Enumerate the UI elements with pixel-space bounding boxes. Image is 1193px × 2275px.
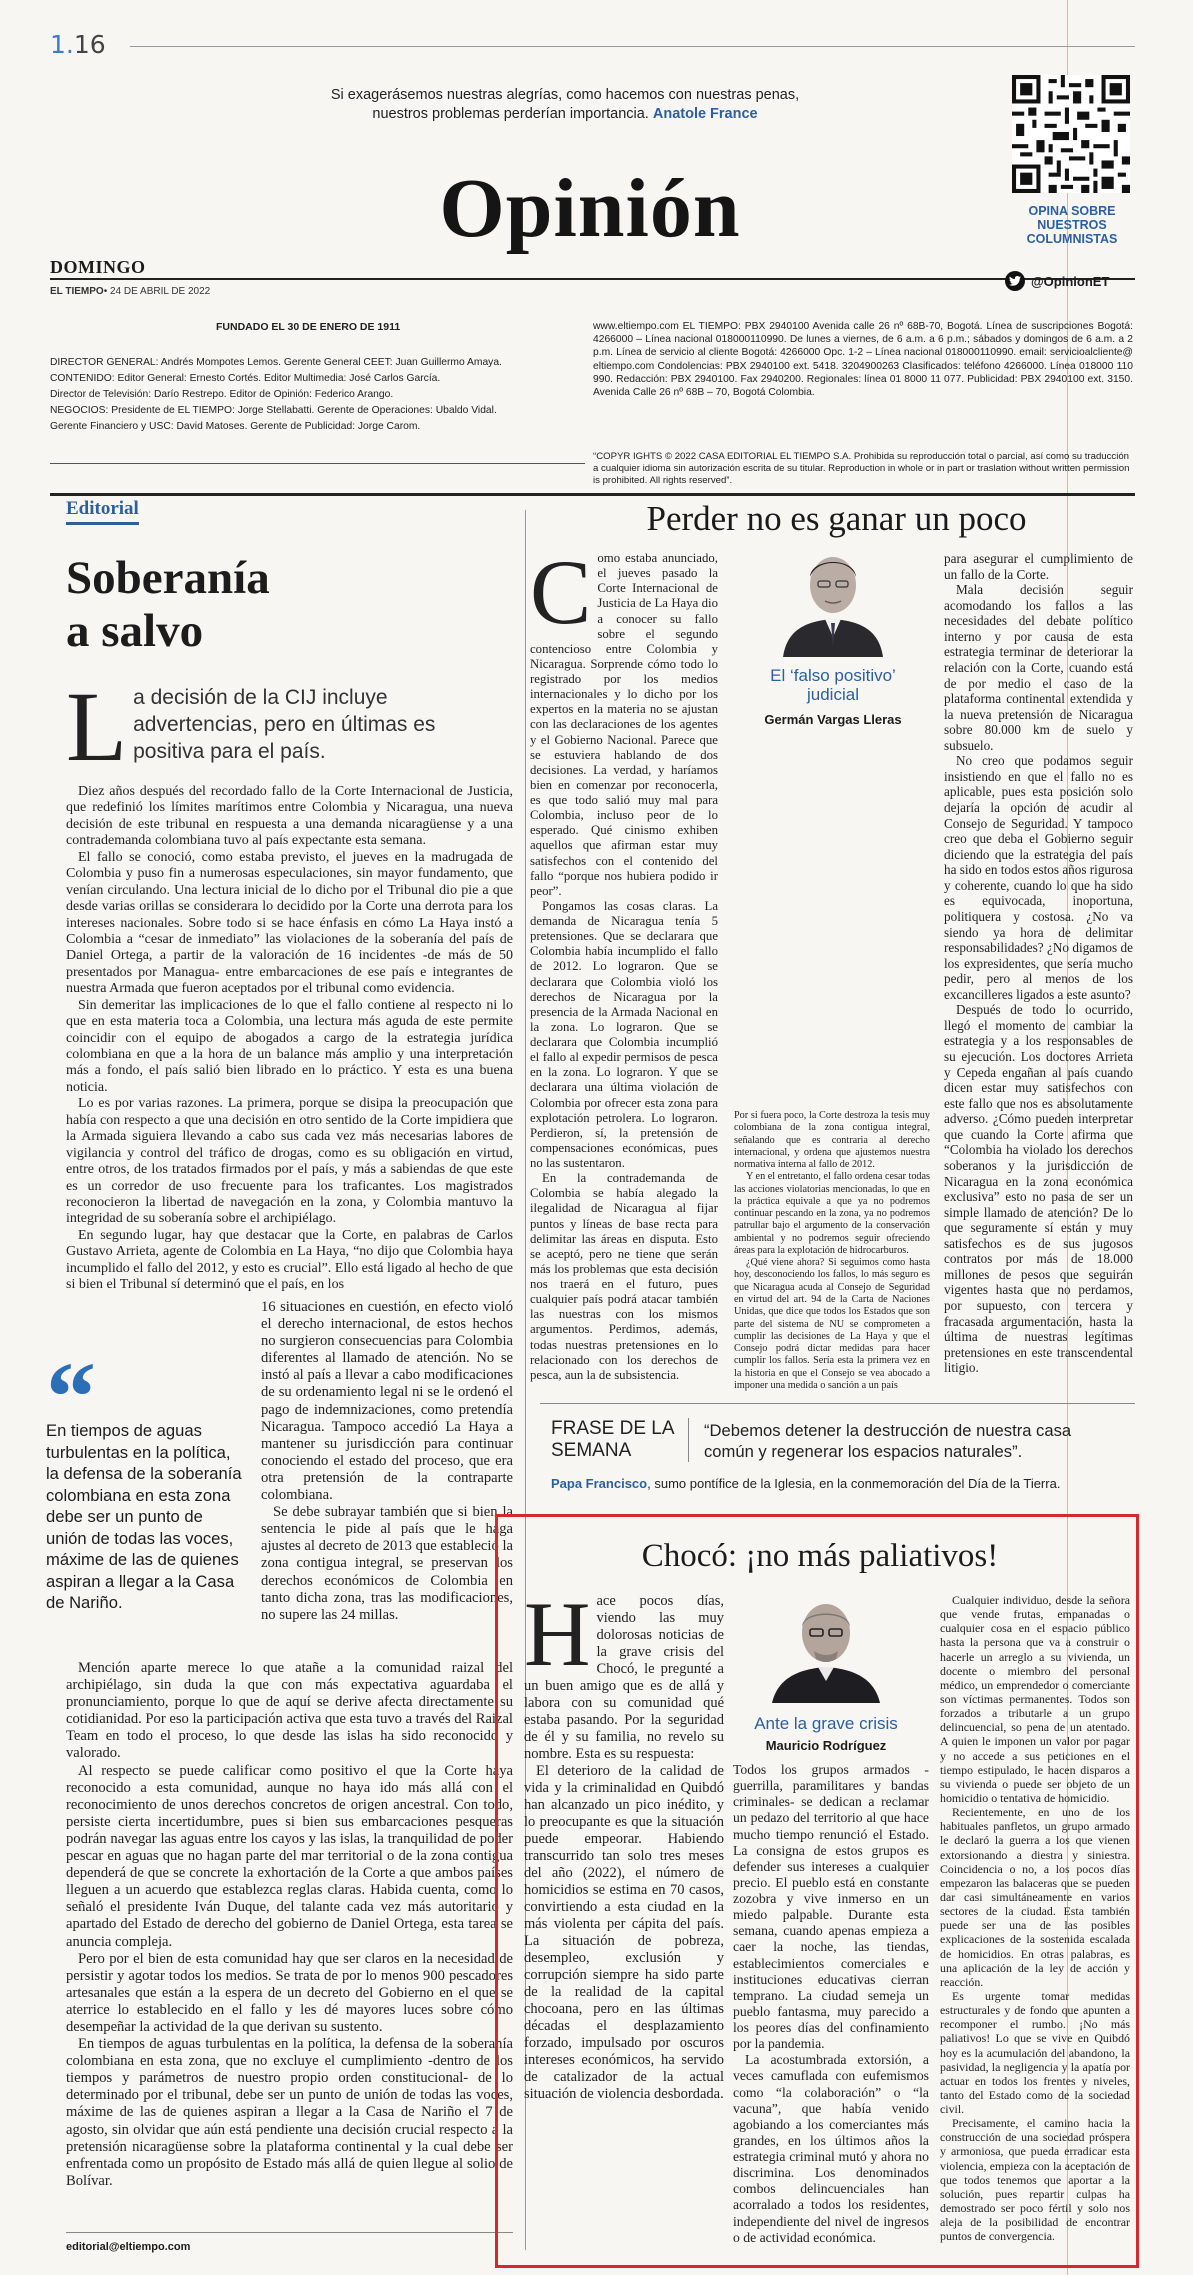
- column1-paragraph: omo estaba anunciado, el jueves pasado la Corte Internacional de Justicia de La Haya dio a conocer su fallo sobre el segundo contencioso entre Colombia y Nicaragua. Sorprende cómo todo lo registrado por los medios internacionales y lo dicho por los expertos en la materia no se ajustan con las declaraciones de los agentes y el Gobierno Nacional. Parece que se estuviera hablando de dos decisiones. La verdad, y haríamos bien en comenzar por reconocerla, es que todo salió muy mal para Colombia, incluso peor de lo esperado. Qué cinismo exhiben aquellos que afirman estar muy satisfechos con el contenido del fallo “porque nos hubiera podido ir peor”.: [530, 551, 718, 898]
- editorial-paragraph: En segundo lugar, hay que destacar que la Corte, en palabras de Carlos Gustavo Arrieta, agente de Colombia en La Haya, “no dijo que Colombia haya incumplido el fallo del 2012, y esto es crucial”. Ello está ligado al hecho de que si bien el Tribunal sí determinó que el país, en los: [66, 1227, 513, 1293]
- frase-top-rule: [540, 1403, 1135, 1404]
- column1-mid: [734, 1110, 930, 1392]
- column2-right: [940, 1593, 1130, 2243]
- editorial-paragraph: En tiempos de aguas turbulentas en la política, la defensa de la soberanía colombiana en esta zona, que no excluye el cumplimiento -dentro de los tiempos y parámetros de nuestro propio orden constitucional- de lo determinado por el tribunal, debe ser un punto de unión de todas las voces, máxime de las de quienes aspiran a llegar a la Casa de Nariño el 7 de agosto, sin olvidar que aún está pendiente una decisión crucial respecto a la pretensión nicaragüense sobre la plataforma continental y la cual debe ser enfrentada como un propósito de Estado más allá de quien llegue al solio de Bolívar.: [66, 2036, 513, 2189]
- masthead-staff: [50, 355, 580, 435]
- editorial-body-bottom: [66, 1660, 513, 2190]
- page-number-value: 16: [73, 30, 106, 59]
- column1-paragraph: Pongamos las cosas claras. La demanda de Nicaragua tenía 5 pretensiones. Que se declarara que Colombia había incumplido el fallo de 2012. Lo lograron. Que se declarara que Colombia violó los derechos de Nicaragua por la presencia de la Armada Nacional en la zona. Lo lograron. Que se declarara que Colombia incumplió el fallo al expedir permisos de pesca en la zona. Lo lograron. Y que se declarara una última violación de Colombia por ofrecer esta zona para explotación petrolera. Lo lograron. Perdieron, sí, la pretensión de compensaciones económicas, pues no las sustentaron.: [530, 898, 718, 1170]
- column2-paragraph: ace pocos días, viendo las muy dolorosas noticias de la grave crisis del Chocó, le pregunté a un buen amigo que es de allá y labora con su comunidad qué estaba pasando. Por la seguridad de él y su familia, no revelo su nombre. Esta es su respuesta:: [524, 1593, 724, 1762]
- header-quote: [330, 86, 800, 124]
- editorial-title-line: Soberanía: [66, 552, 270, 604]
- twitter-handle-text: @OpinionET: [1031, 273, 1110, 289]
- edition-day: DOMINGO: [50, 257, 146, 277]
- quote-mark-icon: [46, 1362, 246, 1412]
- twitter-icon: [1005, 271, 1025, 291]
- column2-paragraph: La acostumbrada extorsión, a veces camuflada con eufemismos como “la colaboración” o “la vacuna”, que había venido agobiando a los comerciantes más grandes, en los últimos años la estrategia criminal mutó y ahora no discrimina. Los denominados combos delincuenciales han acorralado a todos los residentes, independiente del nivel de ingresos o de actividad económica.: [733, 2052, 929, 2245]
- qr-code-icon: [1012, 75, 1130, 193]
- editorial-paragraph: El fallo se conoció, como estaba previsto, el jueves en la madrugada de Colombia y puso fin a numerosas especulaciones, sin mayor fundamento, que venían circulando. Una lectura inicial de lo dicho por el Tribunal dio pie a que desde varias orillas se considerara lo decidido por la Corte una derrota para los intereses nacionales. Sobre todo si se hace énfasis en cómo La Haya instó a Colombia a “cesar de inmediato” las violaciones de la soberanía del país de Daniel Ortega, a partir de la valoración de 16 incidentes -de más de 50 presentados por Managua- entre embarcaciones de ese país e integrantes de nuestra Armada que fueron aceptados por el tribunal como evidencia.: [66, 849, 513, 997]
- edition-paper: EL TIEMPO: [50, 286, 104, 297]
- column1-paragraph: Por si fuera poco, la Corte destroza la tesis muy colombiana de la zona contigua integral, señalando que es contraria al derecho internacional, y ordena que ajustemos nuestra normativa interna al fallo de 2012.: [734, 1110, 930, 1171]
- section-title: Opinión: [439, 162, 741, 255]
- frase-label: [551, 1418, 675, 1462]
- editorial-paragraph: 16 situaciones en cuestión, en efecto violó el derecho internacional, de estos hechos no surgieron consecuencias para Colombia diferentes al llamado de atención. No se instó al país a llevar a cabo modificaciones de su ordenamiento legal ni se le ordenó el pago de indemnizaciones, como pretendía Nicaragua. Tampoco accedió La Haya a mantener su jurisdicción para continuar conociendo el estado del proceso, que era otra pretensión de la contraparte colombiana.: [261, 1299, 513, 1504]
- column1-kicker: [722, 666, 944, 704]
- column1-paragraph: Después de todo lo ocurrido, llegó el momento de cambiar la estrategia y a los responsables de su ejecución. Los doctores Arrieta y Cepeda engañan al país cuando dicen estar muy satisfechos con este fallo que nos es absolutamente adverso. ¿Cómo pueden interpretar que cuando la Corte afirma que “Colombia ha violado los derechos soberanos y la jurisdicción de Nicaragua en la zona económica exclusiva” esto no pasa de ser un simple llamado de atención? De lo que seguramente sí están y muy satisfechos es de sus jugosos contratos por más de 18.000 millones de pesos que seguirán vigentes hasta que no perdamos, por supuesto, con tercera y fracasada argumentación, hasta la última de nuestras legítimas pretensiones en este transcendental litigio.: [944, 1002, 1133, 1376]
- masthead-contact: www.eltiempo.com EL TIEMPO: PBX 2940100 Avenida calle 26 nº 68B-70, Bogotá. Línea de suscripciones Bogotá: 4266000 – Línea nacional 018000110990. De lunes a viernes, de 6 a.m. a 6 p.m.; sábados y domingos de 6 a.m. a 2 p.m. Línea de servicio al cliente Bogotá: 4266000 Opc. 1-2 – Línea nacional 018000110990. email: servicioalcliente@ eltiempo.com Condolencias: PBX 2940100 ext. 5418. 3204900263 Clasificados: teléfono 4266000. Línea 018000 110 990. Redacción: PBX 2940100. Fax 2940200. Regionales: línea 01 8000 11 077. Publicidad: PBX 2940100 ext. 3150. Avenida Calle 26 nº 68B – 70, Bogotá Colombia.: [593, 321, 1133, 399]
- editorial-label: Editorial: [66, 498, 139, 525]
- editorial-paragraph: Lo es por varias razones. La primera, porque se disipa la preocupación que había con respecto a que una decisión en otro sentido de la Corte impidiera que la Armada siguiera llevando a cabo sus cada vez más necesarias labores de vigilancia y control del tráfico de drogas, como es su obligación en virtud, entre otros, de los tratados firmados por el país, y más a sabiendas de que este es un corredor de uso frecuente para los traficantes. Los magistrados reconocieron la libertad de navegación en la zona, y Colombia mantuvo la integridad de su soberanía sobre el archipiélago.: [66, 1096, 513, 1227]
- column2-paragraph: Precisamente, el camino hacia la construcción de una sociedad próspera y armoniosa, que pueda erradicar esta violencia, empieza con la aceptación de que todos tenemos que aportar a la solución, pues repartir culpas ha demostrado ser poco fértil y solo nos aleja de la posibilidad de encontrar puntos de convergencia.: [940, 2116, 1130, 2244]
- column1-paragraph: En la contrademanda de Colombia se había alegado la ilegalidad de Nicaragua al fijar puntos y líneas de base recta para delimitar las áreas en disputa. Esto se aceptó, pero ne tiene que serán más los problemas que esta decisión nos traerá en el futuro, pues cualquier país podrá atacar también las nuestras con los mismos argumentos. Perdimos, además, todas nuestras pretensiones en lo relacionado con los derechos de pesca, aun la de subsistencia.: [530, 1171, 718, 1382]
- twitter-handle[interactable]: [1005, 271, 1109, 291]
- header-mid-rule: [50, 278, 1135, 280]
- editorial-lead-cap: L: [66, 671, 128, 782]
- qr-caption: OPINA SOBRE NUESTROS COLUMNISTAS: [1026, 204, 1118, 246]
- editorial-body-top: [66, 784, 513, 1294]
- column1-paragraph: para asegurar el cumplimiento de un fallo de la Corte.: [944, 551, 1133, 582]
- editorial-paragraph: Sin demeritar las implicaciones de lo que el fallo contiene al respecto ni lo que en esta materia toca a Colombia, una lectura más aguda de este permite coincidir con el equipo de abogados a cargo de la estrategia jurídica colombiana en que a la hora de un balance más amplio y una interpretación más a fondo, el país salió bien librado en lo práctico. Y esta es una buena noticia.: [66, 997, 513, 1095]
- editorial-body-mid: [261, 1299, 513, 1624]
- qr-code[interactable]: [1012, 75, 1130, 193]
- column2-paragraph: Todos los grupos armados -guerrilla, paramilitares y bandas criminales- se dedican a reclamar un pedazo del territorio al que hace mucho tiempo renunció el Estado. La consigna de estos grupos es defender sus intereses a cualquier precio. El pueblo está en constante zozobra y vive inmerso en un miedo palpable. Durante esta semana, cuando apenas empieza a caer la noche, las tiendas, establecimientos comerciales e instituciones educativas cierran temprano. La ciudad semeja un pueblo fantasma, muy parecido a los peores días del confinamiento por la pandemia.: [733, 1762, 929, 2052]
- masthead-staff-line: NEGOCIOS: Presidente de EL TIEMPO: Jorge Stellabatti. Gerente de Operaciones: Ubaldo Vidal.: [50, 405, 497, 416]
- frase-label-line: FRASE DE LA: [551, 1418, 675, 1439]
- column1-kicker-line: El ‘falso positivo’: [770, 666, 896, 685]
- masthead-staff-line: CONTENIDO: Editor General: Ernesto Cortés. Editor Multimedia: José Carlos García.: [50, 373, 441, 384]
- column1-paragraph: Mala decisión seguir acomodando los fallos a las necesidades del debate político interno y por causa de esta estrategia terminar de deteriorar la relación con la Corte, cuando está de por medio el caso de la plataforma continental extendida y la nueva pretensión de Nicaragua sobre 80.000 km de suelo y subsuelo.: [944, 582, 1133, 753]
- frase-quote: “Debemos detener la destrucción de nuestra casa común y regenerar los espacios naturales”.: [704, 1421, 1072, 1461]
- column1-author-photo: [773, 547, 893, 657]
- column1-title: Perder no es ganar un poco: [646, 499, 1027, 538]
- page-number-prefix: 1.: [50, 30, 74, 59]
- author-portrait-icon: [764, 1593, 888, 1703]
- column2-title: Chocó: ¡no más paliativos!: [641, 1538, 999, 1574]
- column2-dropcap: H: [524, 1593, 591, 1685]
- editorial-email[interactable]: editorial@eltiempo.com: [66, 2241, 191, 2253]
- masthead-copyright: “COPYR IGHTS © 2022 CASA EDITORIAL EL TIEMPO S.A. Prohibida su reproducción total o parcial, así como su traducción a cualquier idioma sin autorización escrita de su titular. Reproduction in whole or in part or traslation without written permission is prohibited. All rights reserved”.: [593, 451, 1130, 486]
- column1-paragraph: Y en el entretanto, el fallo ordena cesar todas las acciones violatorias mencionadas, lo que en la práctica equivale a que ya no podremos continuar pescando en la zona, ya no podremos patrullar bajo el argumento de la conservación ambiental y no podremos seguir ofreciendo áreas para la explotación de hidrocarburos.: [734, 1171, 930, 1256]
- header-top-rule: [130, 46, 1135, 47]
- column1-dropcap: C: [530, 551, 592, 643]
- column2-left: [524, 1593, 724, 2103]
- page-number: [50, 30, 106, 59]
- editorial-lead-text: a decisión de la CIJ incluye advertencias, pero en últimas es positiva para el país.: [133, 686, 436, 763]
- editorial-paragraph: Pero por el bien de esta comunidad hay que ser claros en la necesidad de persistir y agotar todos los medios. Se trata de por lo menos 900 pescadores artesanales que están a la espera de un decreto del Gobierno en el que se aterrice lo establecido en el fallo y les dé mayores luces sobre cómo desempeñar la actividad de la que derivan su sustento.: [66, 1950, 513, 2035]
- editorial-paragraph: Al respecto se puede calificar como positivo el que la Corte haya reconocido a esta comunidad, aunque no haya ido más allá con el reconocimiento de unos derechos concretos de origen ancestral. Con todo, persiste cierta incertidumbre, pues si bien sus embarcaciones pesqueras podrán navegar las aguas entre los cayos y las islas, la tranquilidad de poder pescar en aguas que no hagan parte del mar territorial o de la zona contigua dependerá de que se concrete la exhortación de la Corte a que ambos países lleguen a un acuerdo que establezca reglas claras. Habida cuenta, como lo señaló el presidente Iván Duque, del talante cada vez más autoritario y apartado del Estado de derecho del gobierno de Daniel Ortega, esta tarea se anuncia compleja.: [66, 1762, 513, 1950]
- edition-date: [50, 286, 210, 297]
- column1-paragraph: ¿Qué viene ahora? Si seguimos como hasta hoy, desconociendo los fallos, lo más seguro es que Nicaragua acuda al Consejo de Seguridad en virtud del art. 94 de la Carta de Naciones Unidas, que dice que todos los Estados que son parte del sistema de NU se comprometen a cumplir las decisiones de La Haya y que el Consejo podrá dictar medidas para hacer cumplir los fallos. Sería esta la primera vez en la historia en que el Consejo se vea abocado a imponer una medida o sanción a un país: [734, 1257, 930, 1391]
- frase-label-line: SEMANA: [551, 1440, 632, 1461]
- editorial-footer-rule: [66, 2232, 513, 2233]
- frase-attribution: [551, 1476, 1060, 1491]
- column2-paragraph: Recientemente, en uno de los habituales panfletos, un grupo armado le declaró la guerra a los que vienen extorsionando a diestra y siniestra. Coincidencia o no, a los pocos días empezaron las balaceras que se pueden dar casi simultáneamente en varios sectores de la ciudad. Esta también puede ser una de las posibles explicaciones de la sostenida escalada de homicidios. En otras palabras, es una aplicación de la ley de acción y reacción.: [940, 1805, 1130, 1989]
- column1-left: [530, 551, 718, 1383]
- editorial-paragraph: Diez años después del recordado fallo de la Corte Internacional de Justicia, que redefinió los límites marítimos entre Colombia y Nicaragua, una nueva decisión de este tribunal en respuesta a una demanda nicaragüense y a una contrademanda colombiana tuvo al país expectante esta semana.: [66, 784, 513, 849]
- frase-context: , sumo pontífice de la Iglesia, en la conmemoración del Día de la Tierra.: [647, 1476, 1061, 1491]
- editorial-pullquote: [46, 1362, 246, 1614]
- editorial-paragraph: Se debe subrayar también que si bien la sentencia le pide al país que le haga ajustes al decreto de 2013 que estableció la zona contigua integral, se preservan los derechos económicos de Colombia en tanto dicha zona, tras las modificaciones, no supere las 24 millas.: [261, 1504, 513, 1623]
- editorial-paragraph: Mención aparte merece lo que atañe a la comunidad raizal del archipiélago, sin duda la que con más expectativa aguardaba el pronunciamiento, porque lo que de aquí se derive afecta directamente su cotidianidad. Por eso la participación activa que esta tuvo a través del Raizal Team en todo el proceso, lo que desde las islas ha sido reconocido y valorado.: [66, 1660, 513, 1762]
- editorial-pullquote-text: En tiempos de aguas turbulentas en la política, la defensa de la soberanía colombiana en esta zona debe ser un punto de unión de todas las voces, máxime de las de quienes aspiran a llegar a la Casa de Nariño.: [46, 1421, 242, 1612]
- editorial-lead: [66, 671, 450, 782]
- frase-author: Papa Francisco: [551, 1476, 648, 1491]
- masthead-staff-line: Gerente Financiero y USC: David Matoses. Gerente de Publicidad: Jorge Carom.: [50, 421, 421, 432]
- column2-mid: [733, 1762, 929, 2246]
- column1-author: Germán Vargas Lleras: [764, 712, 902, 727]
- author-portrait-icon: [773, 547, 893, 657]
- column2-paragraph: El deterioro de la calidad de vida y la criminalidad en Quibdó han alcanzado un pico inédito, y lo preocupante es que la situación puede empeorar. Habiendo transcurrido tan solo tres meses del año (2022), el número de homicidios se estima en 70 casos, convirtiendo a esta ciudad en la más violenta per cápita del país. La situación de pobreza, desempleo, exclusión y corrupción siempre ha sido parte de la realidad de la capital chocoana, pero en las últimas décadas el desplazamiento forzado, impulsado por oscuros intereses económicos, ha servido de catalizador de la actual situación de violencia desbordada.: [524, 1763, 724, 2102]
- masthead-bottom-rule: [50, 463, 585, 464]
- editorial-title-line: a salvo: [66, 605, 204, 657]
- column1-paragraph: No creo que podamos seguir insistiendo en que el fallo no es aplicable, pues esta posición solo dejaría la opción de acudir al Consejo de Seguridad. Y tampoco creo que deba el Gobierno seguir diciendo que la estrategia del país ha sido en todos estos años rigurosa y coherente, cuando lo que ha sido es equivocada, inoportuna, politiquera y costosa. ¿No va siendo ya hora de delimitar responsabilidades? ¿No digamos de los expresidentes, que sería mucho pedir, pero al menos de los excancilleres ligados a este asunto?: [944, 753, 1133, 1002]
- column2-paragraph: Es urgente tomar medidas estructurales y de fondo que apunten a recomponer el rumbo. ¡No más paliativos! Lo que se vive en Quibdó hoy es la acumulación del abandono, la pasividad, la negligencia y la apatía por actuar en todos los frentes y niveles, tanto del Estado como de la sociedad civil.: [940, 1988, 1130, 2117]
- column1-right: [944, 551, 1133, 1376]
- column2-paragraph: Cualquier individuo, desde la señora que vende frutas, empanadas o cualquier cosa en el espacio público hasta la persona que va a construir o hacerle un arreglo a su vivienda, un docente o miembro del personal médico, un emprendedor o comerciante son víctimas permanentes. Todos son forzados a tributarle a un grupo delincuencial, so pena de un atentado. A quien le imponen un valor por pagar y no accede a sus peticiones en el tiempo estipulado, le hacen disparos a su vivienda o puede ser objeto de un homicidio o tentativa de homicidio.: [940, 1593, 1130, 1805]
- editorial-title: [66, 552, 270, 658]
- column2-author-photo: [764, 1593, 888, 1703]
- frase-divider: [688, 1418, 689, 1462]
- column1-kicker-line: judicial: [807, 685, 859, 704]
- masthead-founded: FUNDADO EL 30 DE ENERO DE 1911: [216, 321, 401, 333]
- masthead-staff-line: DIRECTOR GENERAL: Andrés Mompotes Lemos. Gerente General CEET: Juan Guillermo Amaya.: [50, 357, 502, 368]
- column2-author: Mauricio Rodríguez: [765, 1738, 887, 1753]
- edition-date-text: • 24 DE ABRIL DE 2022: [103, 286, 211, 297]
- header-quote-text: Si exagerásemos nuestras alegrías, como hacemos con nuestras penas, nuestros problemas perderían importancia.: [330, 87, 800, 122]
- column2-kicker: Ante la grave crisis: [754, 1714, 898, 1733]
- header-quote-author: Anatole France: [652, 106, 758, 122]
- masthead-staff-line: Director de Televisión: Darío Restrepo. Editor de Opinión: Federico Arango.: [50, 389, 394, 400]
